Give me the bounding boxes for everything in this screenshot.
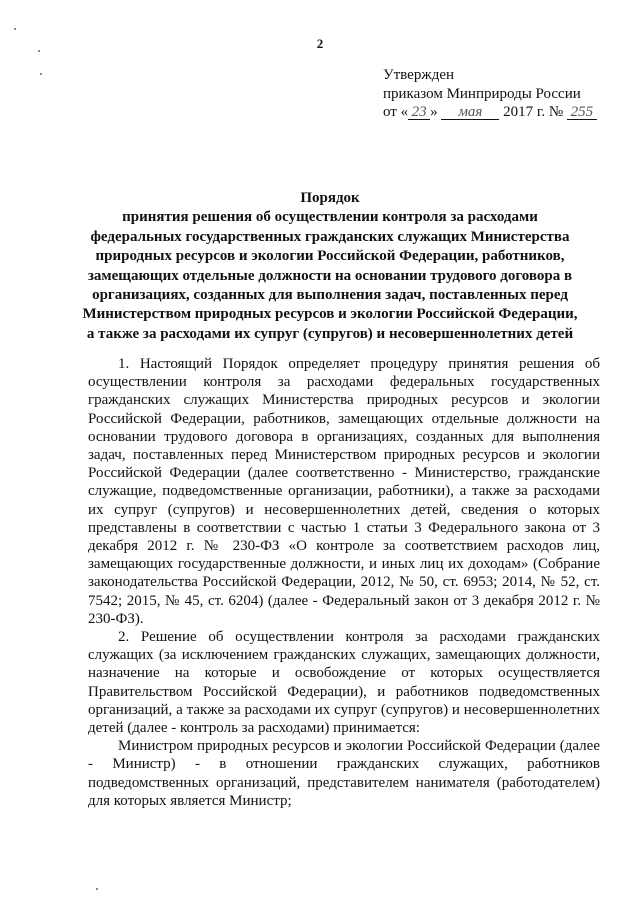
title-line: а также за расходами их супруг (супругов) и несовершеннолетних детей [86,325,574,342]
date-year: 2017 г. № [503,104,564,120]
title-line: принятия решения об осуществлении контроля за расходами [122,209,538,226]
date-prefix: от « [383,104,409,120]
title-line: федеральных государственных гражданских служащих Министерства [90,228,570,245]
paragraph-3: Министром природных ресурсов и экологии Российской Федерации (далее - Министр) - в отношении гражданских служащих, работников подведомственных организаций, представителем нанимателя (работодателем) для которых является Министр; [88,738,600,809]
scan-speck [96,888,98,890]
date-mid: » [430,104,438,120]
approval-line-1: Утвержден [383,67,455,83]
title-line: организациях, созданных для выполнения задач, поставленных перед [92,287,568,304]
approval-line-2: приказом Минприроды России [383,85,581,102]
handwritten-month: мая [441,105,499,120]
page-number: 2 [316,36,324,51]
approval-block [383,66,597,122]
handwritten-day: 23 [408,105,430,120]
title-line: замещающих отдельные должности на основании трудового договора в [87,267,573,284]
scan-speck [14,28,16,30]
handwritten-number: 255 [567,105,597,120]
title-line: Министерством природных ресурсов и экологии Российской Федерации, [82,306,578,323]
title-heading: Порядок [300,190,360,206]
paragraph-1: 1. Настоящий Порядок определяет процедуру принятия решения об осуществлении контроля за расходами федеральных государственных гражданских служащих Министерства природных ресурсов и экологии Российской Федерации, работников, замещающих отдельные должности на основании трудового договора в организациях, созданных для выполнения задач, поставленных перед Министерством природных ресурсов и экологии Российской Федерации (далее соответственно - Министерство, гражданские служащие, подведомственные организации, работники), а также за расходами их супруг (супругов) и несовершеннолетних детей, сведения о которых представлены в соответствии с частью 1 статьи 3 Федерального закона от 3 декабря 2012 г. № 230-ФЗ «О контроле за соответствием расходов лиц, замещающих государственные должности, и иных лиц их доходам» (Собрание законодательства Российской Федерации, 2012, № 50, ст. 6953; 2014, № 52, ст. 7542; 2015, № 45, ст. 6204) (далее - Федеральный закон от 3 декабря 2012 г. № 230-ФЗ). [88,356,600,627]
paragraph-2: 2. Решение об осуществлении контроля за расходами гражданских служащих (за исключением гражданских служащих, замещающих должности, назначение на которые и освобождение от которых осуществляется Правительством Российской Федерации), и работников подведомственных организаций, а также за расходами их супруг (супругов) и несовершеннолетних детей (далее - контроль за расходами) принимается: [88,629,600,737]
document-body [88,355,600,810]
scan-speck [38,50,40,52]
scan-speck [40,73,42,75]
title-line: природных ресурсов и экологии Российской Федерации, работников, [95,248,565,265]
approval-date-line [383,103,597,122]
document-title [80,189,580,344]
